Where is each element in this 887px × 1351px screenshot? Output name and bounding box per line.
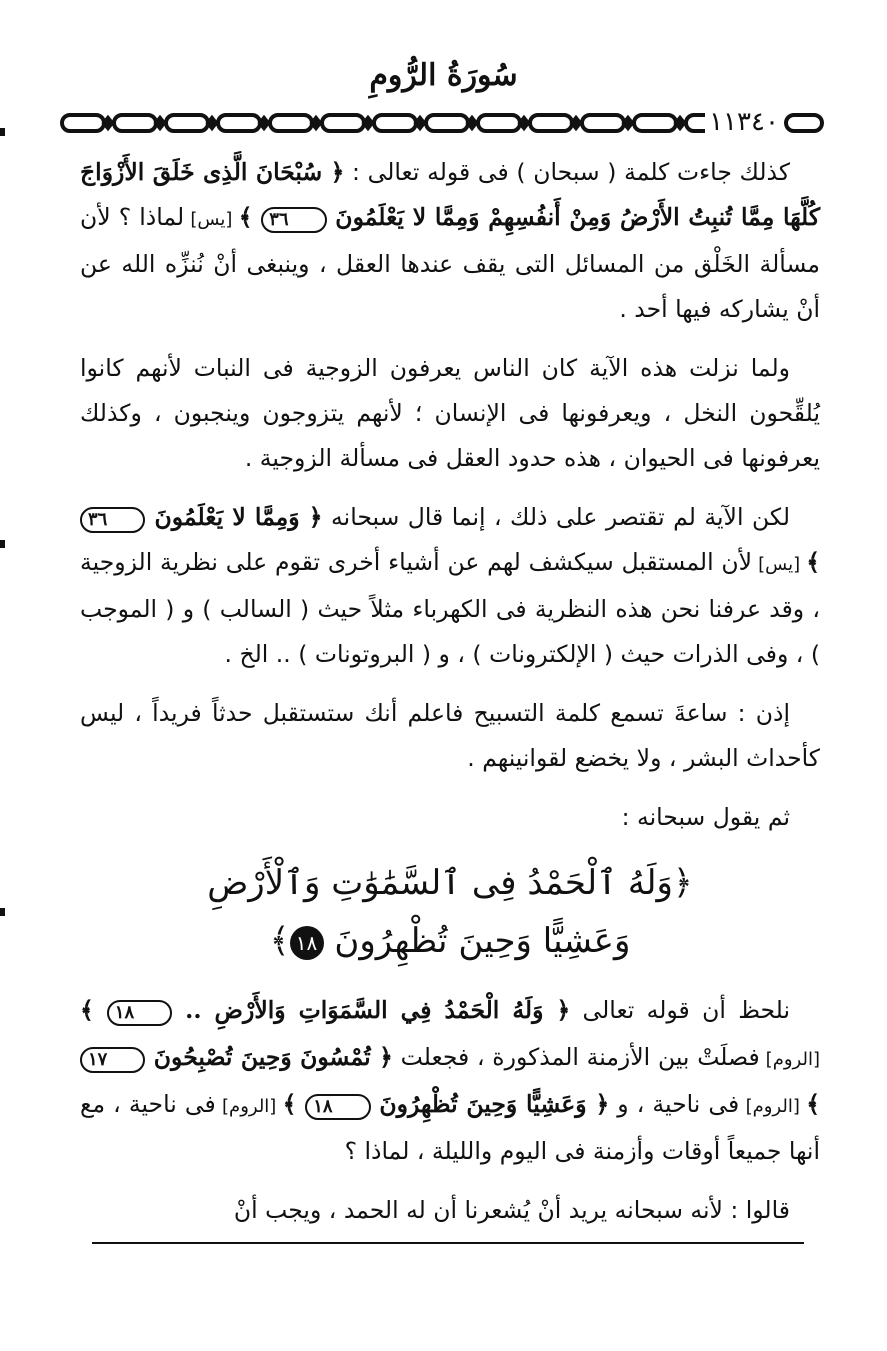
margin-mark bbox=[0, 128, 5, 136]
quote-text: ﴿ وَلَهُ الْحَمْدُ فِي السَّمَوَاتِ وَالأَرْضِ .. bbox=[172, 996, 571, 1024]
quote-close: ﴾ bbox=[806, 548, 820, 576]
quran-bracket-icon: ﴿ bbox=[672, 863, 693, 903]
verse-line-1 bbox=[80, 854, 820, 912]
verse-text: وَعَشِيًّا وَحِينَ تُظْهِرُونَ bbox=[334, 921, 631, 961]
margin-mark bbox=[0, 908, 5, 916]
ayah-number: ١٧ bbox=[80, 1047, 145, 1073]
chain-link bbox=[786, 115, 822, 131]
chain-diamond bbox=[572, 118, 580, 128]
chain-link bbox=[218, 115, 260, 131]
chain-diamond bbox=[260, 118, 268, 128]
paragraph-3 bbox=[80, 495, 820, 677]
verse-line-2 bbox=[80, 912, 820, 970]
quote-close: ﴾ bbox=[238, 203, 262, 231]
chain-link bbox=[582, 115, 624, 131]
quote-close: ﴾ bbox=[80, 996, 107, 1024]
quote-text: ﴿ تُمْسُونَ وَحِينَ تُصْبِحُونَ bbox=[145, 1043, 393, 1071]
quran-quote bbox=[80, 996, 570, 1024]
surah-title: سُورَةُ الرُّومِ bbox=[369, 58, 518, 93]
ayah-number-disc: ١٨ bbox=[290, 926, 324, 960]
text-run: فى ناحية ، و bbox=[609, 1090, 740, 1118]
surah-reference: [الروم] bbox=[739, 1096, 807, 1117]
margin-mark bbox=[0, 540, 5, 548]
text-run: لكن الآية لم تقتصر على ذلك ، إنما قال سبحانه bbox=[322, 503, 790, 531]
paragraph-8: قالوا : لأنه سبحانه يريد أنْ يُشعرنا أن له الحمد ، ويجب أنْ bbox=[233, 1196, 790, 1224]
ayah-number: ١٨ bbox=[305, 1094, 370, 1120]
chain-diamond bbox=[312, 118, 320, 128]
body-text bbox=[80, 150, 820, 1247]
paragraph-7 bbox=[80, 988, 820, 1174]
chain-diamond bbox=[364, 118, 372, 128]
ayah-number: ١٨ bbox=[107, 1000, 172, 1026]
chain-diamond bbox=[624, 118, 632, 128]
chain-link bbox=[114, 115, 156, 131]
footer-rule bbox=[92, 1242, 804, 1244]
verse-calligraphy-block bbox=[80, 854, 820, 970]
chain-diamond bbox=[208, 118, 216, 128]
surah-reference: [يس] bbox=[752, 554, 807, 575]
chain-link bbox=[322, 115, 364, 131]
page-number: ١١٣٤٠ bbox=[705, 108, 783, 136]
paragraph-1 bbox=[80, 150, 820, 332]
chain-diamond bbox=[416, 118, 424, 128]
chain-link bbox=[478, 115, 520, 131]
paragraph-2: ولما نزلت هذه الآية كان الناس يعرفون الزوجية فى النبات لأنهم كانوا يُلقِّحون النخل ، ويعرفونها فى الإنسان ؛ لأنهم يتزوجون وينجبون ، وكذلك يعرفونها فى الحيوان ، هذه حدود العقل فى مسألة الزوجية . bbox=[80, 354, 820, 472]
chain-diamond bbox=[468, 118, 476, 128]
text-run: فصلَتْ بين الأزمنة المذكورة ، فجعلت bbox=[392, 1043, 760, 1071]
quote-close: ﴾ bbox=[282, 1090, 306, 1118]
text-run: لأن المستقبل سيكشف لهم عن أشياء أخرى تقوم على نظرية الزوجية ، وقد عرفنا نحن هذه النظرية فى الكهرباء مثلاً حيث ( السالب ) و ( الموجب ) ، وفى الذرات حيث ( الإلكترونات ) ، و ( البروتونات ) .. الخ . bbox=[80, 548, 820, 668]
quote-text: ﴿ وَمِمَّا لا يَعْلَمُونَ bbox=[145, 503, 323, 531]
quote-text: ﴿ سُبْحَانَ الَّذِى خَلَقَ الأَزْوَاجَ كُلَّهَا مِمَّا تُنبِتُ الأَرْضُ وَمِنْ أَنفُسِهِمْ وَمِمَّا لا يَعْلَمُونَ bbox=[80, 158, 821, 231]
text-run: لماذا ؟ لأن مسألة الخَلْق من المسائل التى يقف عندها العقل ، وينبغى أنْ نُنزِّه الله عن أنْ يشاركه فيها أحد . bbox=[80, 203, 820, 323]
ayah-number: ٣٦ bbox=[80, 507, 145, 533]
quran-bracket-icon: ﴾ bbox=[269, 921, 290, 961]
paragraph-4: إذن : ساعةَ تسمع كلمة التسبيح فاعلم أنك ستستقبل حدثاً فريداً ، ليس كأحداث البشر ، ولا يخضع لقوانينهم . bbox=[80, 699, 820, 772]
surah-reference: [الروم] bbox=[215, 1096, 283, 1117]
text-run: فى ناحية ، مع أنها جميعاً أوقات وأزمنة فى اليوم والليلة ، لماذا ؟ bbox=[80, 1090, 820, 1165]
chain-diamond bbox=[520, 118, 528, 128]
text-run: نلحظ أن قوله تعالى bbox=[570, 996, 790, 1024]
surah-reference: [الروم] bbox=[759, 1049, 820, 1070]
ayah-number: ٣٦ bbox=[261, 207, 326, 233]
chain-diamond bbox=[676, 118, 684, 128]
chain-link bbox=[374, 115, 416, 131]
chain-diamond bbox=[156, 118, 164, 128]
surah-reference: [يس] bbox=[184, 209, 239, 230]
chain-link bbox=[634, 115, 676, 131]
quote-close: ﴾ bbox=[806, 1090, 820, 1118]
quote-text: ﴿ وَعَشِيًّا وَحِينَ تُظْهِرُونَ bbox=[370, 1090, 610, 1118]
quran-quote bbox=[283, 1090, 610, 1118]
chain-diamond bbox=[104, 118, 112, 128]
text-run: كذلك جاءت كلمة ( سبحان ) فى قوله تعالى : bbox=[344, 158, 791, 186]
chain-link bbox=[270, 115, 312, 131]
chain-link bbox=[62, 115, 104, 131]
paragraph-5: ثم يقول سبحانه : bbox=[621, 803, 790, 831]
chain-link bbox=[530, 115, 572, 131]
verse-text: وَلَهُ ٱلْحَمْدُ فِى ٱلسَّمَٰوَٰتِ وَٱلْأَرْضِ bbox=[207, 863, 673, 903]
chain-link bbox=[426, 115, 468, 131]
chain-link bbox=[166, 115, 208, 131]
